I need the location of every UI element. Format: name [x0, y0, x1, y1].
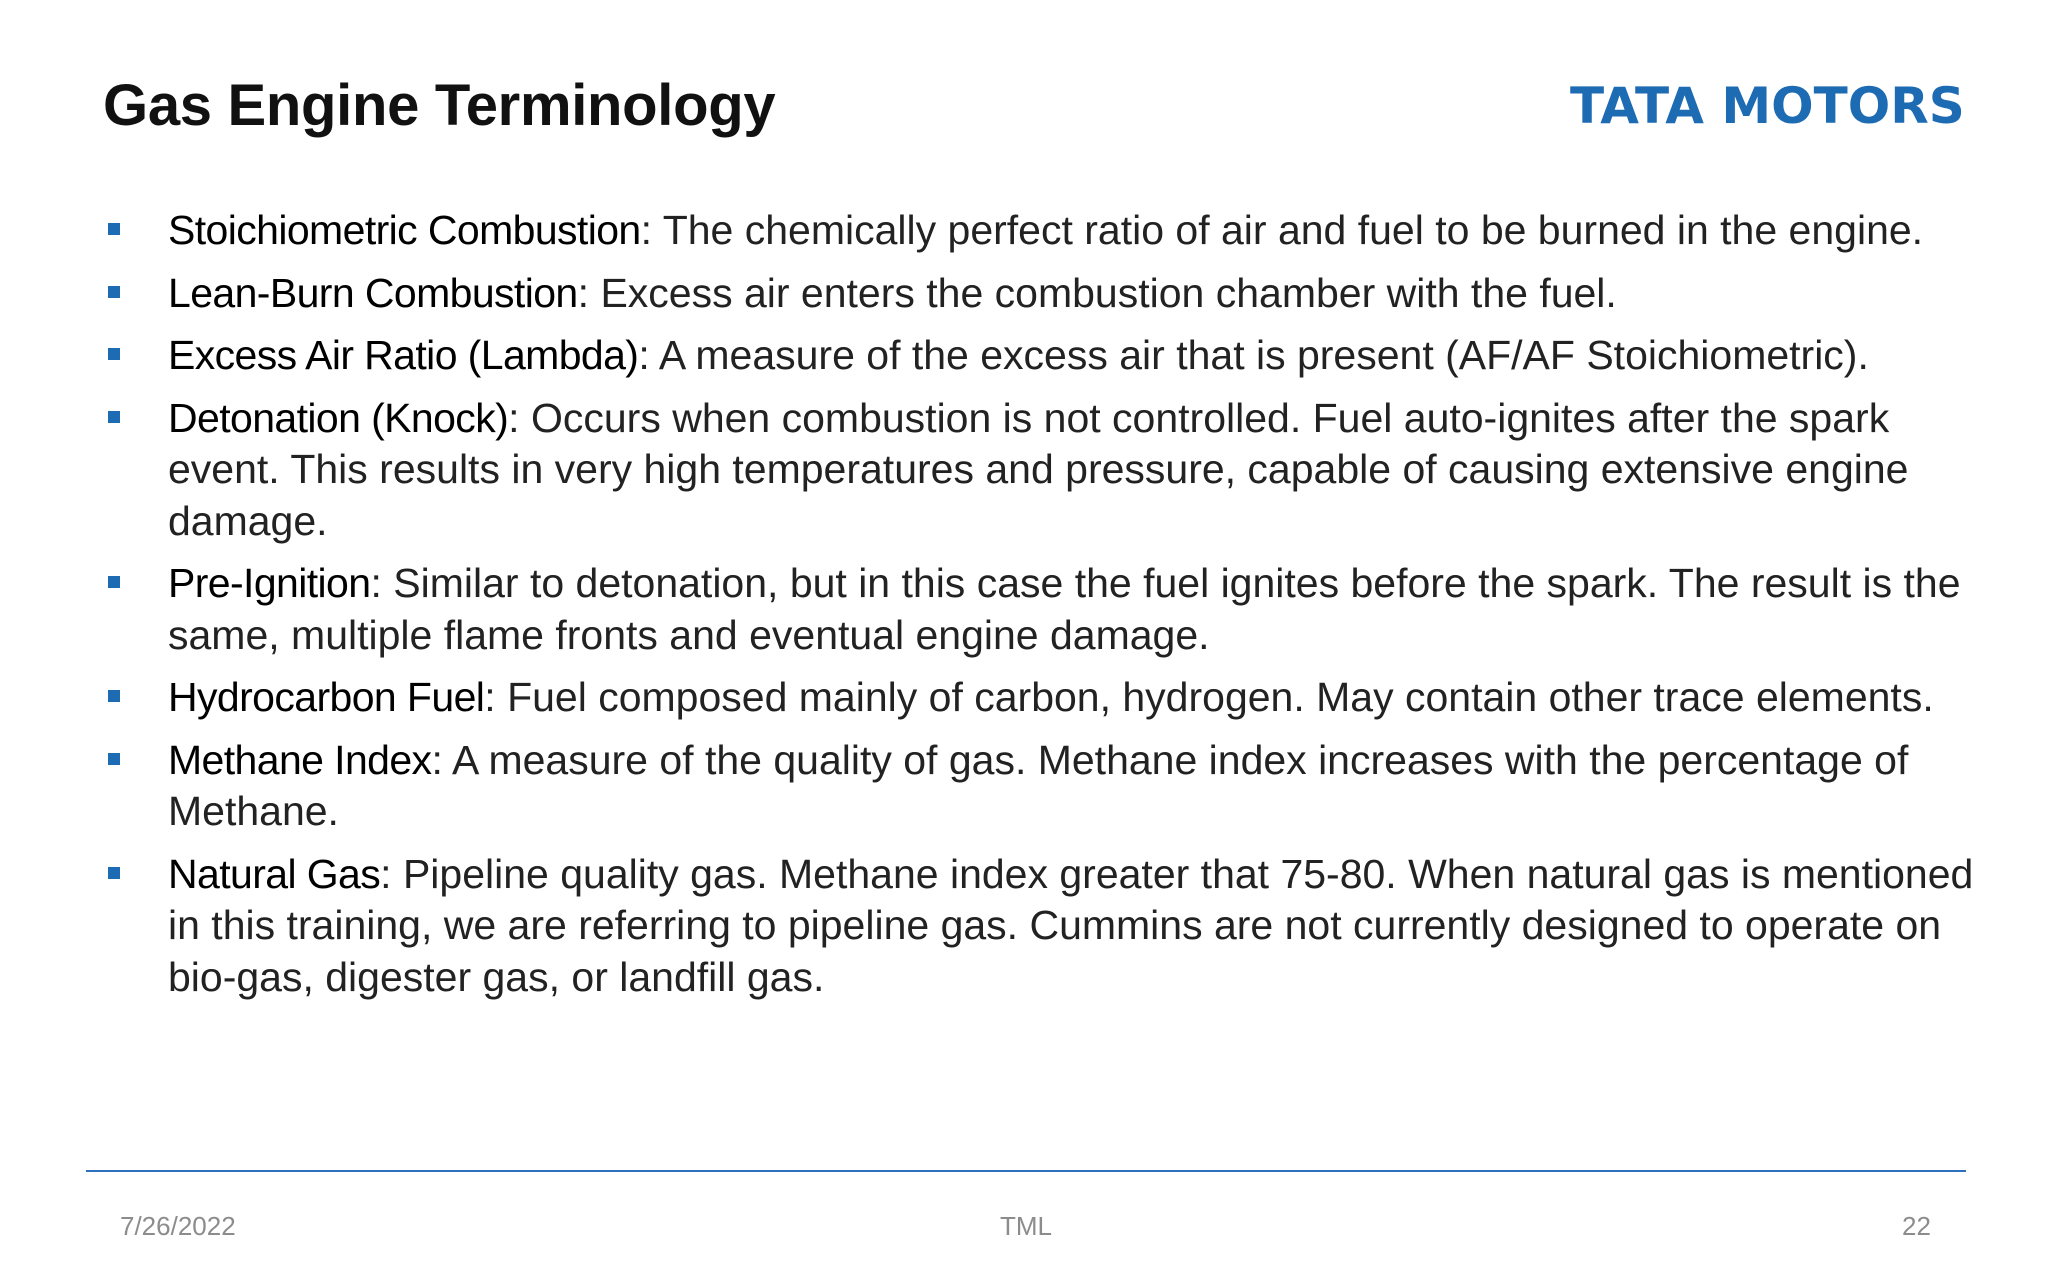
page-number: 22 [1902, 1211, 1931, 1241]
square-bullet-icon [108, 286, 120, 298]
term-label: Stoichiometric Combustion [168, 207, 641, 253]
square-bullet-icon [108, 753, 120, 765]
terminology-list [103, 205, 1983, 1014]
term-separator: : [640, 207, 653, 253]
term-separator: : [431, 736, 443, 783]
term-definition: Fuel composed mainly of carbon, hydrogen. May contain other trace elements. [495, 674, 1934, 720]
list-item [103, 393, 1983, 548]
term-definition: A measure of the quality of gas. Methane index increases with the percentage of Methane. [168, 736, 1909, 834]
term-label: Hydrocarbon Fuel [168, 674, 485, 720]
term-definition: The chemically perfect ratio of air and fuel to be burned in the engine. [652, 207, 1924, 253]
term-definition: Similar to detonation, but in this case the fuel ignites before the spark. The result is the same, multiple flame fronts and eventual engine damage. [168, 560, 1961, 658]
term-definition: Pipeline quality gas. Methane index greater that 75-80. When natural gas is mentioned in this training, we are referring to pipeline gas. Cummins are not currently designed to operate on bio-gas, digester gas, or landfill gas. [168, 850, 1974, 1000]
list-item [103, 558, 1983, 661]
square-bullet-icon [108, 867, 120, 879]
list-item [103, 735, 1983, 838]
term-label: Pre-Ignition [168, 560, 371, 606]
term-separator: : [508, 394, 520, 441]
list-item [103, 330, 1983, 382]
square-bullet-icon [108, 223, 120, 235]
list-item [103, 205, 1983, 257]
term-separator: : [577, 269, 590, 316]
term-label: Excess Air Ratio (Lambda) [168, 332, 639, 378]
slide-title: Gas Engine Terminology [103, 73, 776, 138]
square-bullet-icon [108, 348, 120, 360]
term-label: Methane Index [168, 736, 432, 783]
term-label: Natural Gas [168, 850, 381, 897]
square-bullet-icon [108, 690, 120, 702]
list-item [103, 672, 1983, 724]
term-separator: : [380, 850, 392, 897]
square-bullet-icon [108, 411, 120, 423]
square-bullet-icon [108, 576, 120, 588]
term-definition: Excess air enters the combustion chamber with the fuel. [589, 269, 1617, 316]
term-separator: : [370, 560, 382, 606]
footer-divider [86, 1170, 1966, 1172]
term-separator: : [638, 332, 650, 378]
tata-motors-logo: TATA MOTORS [1570, 77, 1965, 135]
term-separator: : [484, 674, 496, 720]
list-item [103, 849, 1983, 1004]
footer-date: 7/26/2022 [120, 1211, 236, 1241]
term-definition: Occurs when combustion is not controlled. Fuel auto-ignites after the spark event. This results in very high temperatures and pressure, capable of causing extensive engine damage. [168, 394, 1909, 544]
list-item [103, 268, 1983, 320]
term-label: Detonation (Knock) [168, 394, 509, 441]
term-definition: A measure of the excess air that is present (AF/AF Stoichiometric). [649, 332, 1869, 378]
term-label: Lean-Burn Combustion [168, 269, 578, 316]
footer-center-text: TML [1000, 1211, 1052, 1241]
